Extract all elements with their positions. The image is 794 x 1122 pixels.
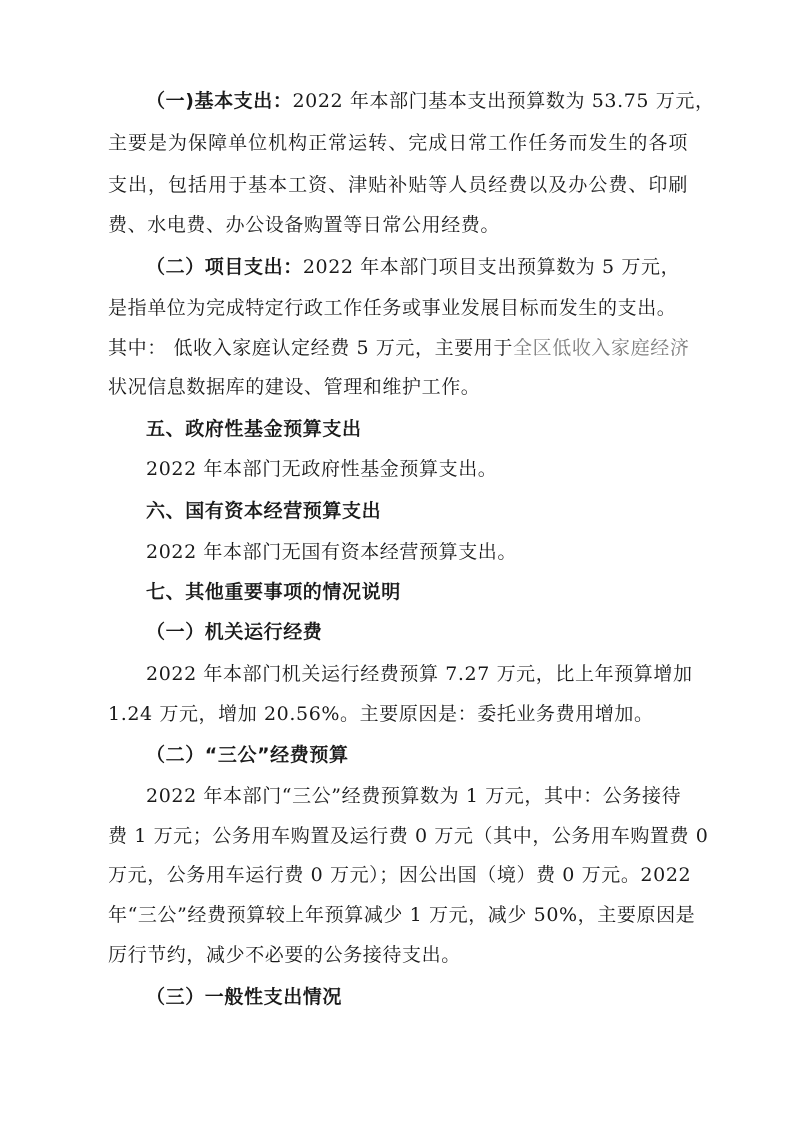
operating-costs-line-1: 2022 年本部门机关运行经费预算 7.27 万元，比上年预算增加 <box>146 663 693 685</box>
section-five-text: 2022 年本部门无政府性基金预算支出。 <box>146 458 498 480</box>
basic-expenditure-heading: （一)基本支出： <box>146 90 293 112</box>
project-expenditure-text-1: 2022 年本部门项目支出预算数为 5 万元， <box>302 256 681 278</box>
project-expenditure-line-3 <box>108 335 689 361</box>
section-seven-heading: 七、其他重要事项的情况说明 <box>146 581 401 603</box>
basic-expenditure-line-2: 主要是为保障单位机构正常运转、完成日常工作任务而发生的各项 <box>108 132 688 154</box>
basic-expenditure-line-4: 费、水电费、办公设备购置等日常公用经费。 <box>108 214 501 236</box>
project-expenditure-line-4: 状况信息数据库的建设、管理和维护工作。 <box>108 376 481 398</box>
three-public-heading: （二）“三公”经费预算 <box>146 744 349 766</box>
three-public-line-1: 2022 年本部门“三公”经费预算数为 1 万元，其中：公务接待 <box>146 785 682 807</box>
project-expenditure-text-3b: 全区低收入家庭经济 <box>513 337 690 359</box>
general-expenditure-heading: （三）一般性支出情况 <box>146 986 343 1008</box>
basic-expenditure-line-3: 支出，包括用于基本工资、津贴补贴等人员经费以及办公费、印刷 <box>108 174 688 196</box>
three-public-line-2: 费 1 万元；公务用车购置及运行费 0 万元（其中，公务用车购置费 0 <box>108 825 709 847</box>
basic-expenditure-text-1: 2022 年本部门基本支出预算数为 53.75 万元， <box>292 90 715 112</box>
three-public-line-4: 年“三公”经费预算较上年预算减少 1 万元，减少 50%，主要原因是 <box>108 904 696 926</box>
operating-costs-heading: （一）机关运行经费 <box>146 621 323 643</box>
project-expenditure-line-2: 是指单位为完成特定行政工作任务或事业发展目标而发生的支出。 <box>108 297 677 319</box>
section-five-heading: 五、政府性基金预算支出 <box>146 418 362 440</box>
section-six-heading: 六、国有资本经营预算支出 <box>146 500 382 522</box>
basic-expenditure-line-1 <box>146 88 715 114</box>
section-six-text: 2022 年本部门无国有资本经营预算支出。 <box>146 541 517 563</box>
project-expenditure-heading: （二）项目支出： <box>146 256 303 278</box>
three-public-line-5: 厉行节约，减少不必要的公务接待支出。 <box>108 944 461 966</box>
three-public-line-3: 万元，公务用车运行费 0 万元）；因公出国（境）费 0 万元。2022 <box>108 864 692 886</box>
operating-costs-line-2: 1.24 万元，增加 20.56%。主要原因是：委托业务费用增加。 <box>108 703 654 725</box>
project-expenditure-line-1 <box>146 254 680 280</box>
project-expenditure-text-3a: 其中： 低收入家庭认定经费 5 万元，主要用于 <box>108 337 514 359</box>
